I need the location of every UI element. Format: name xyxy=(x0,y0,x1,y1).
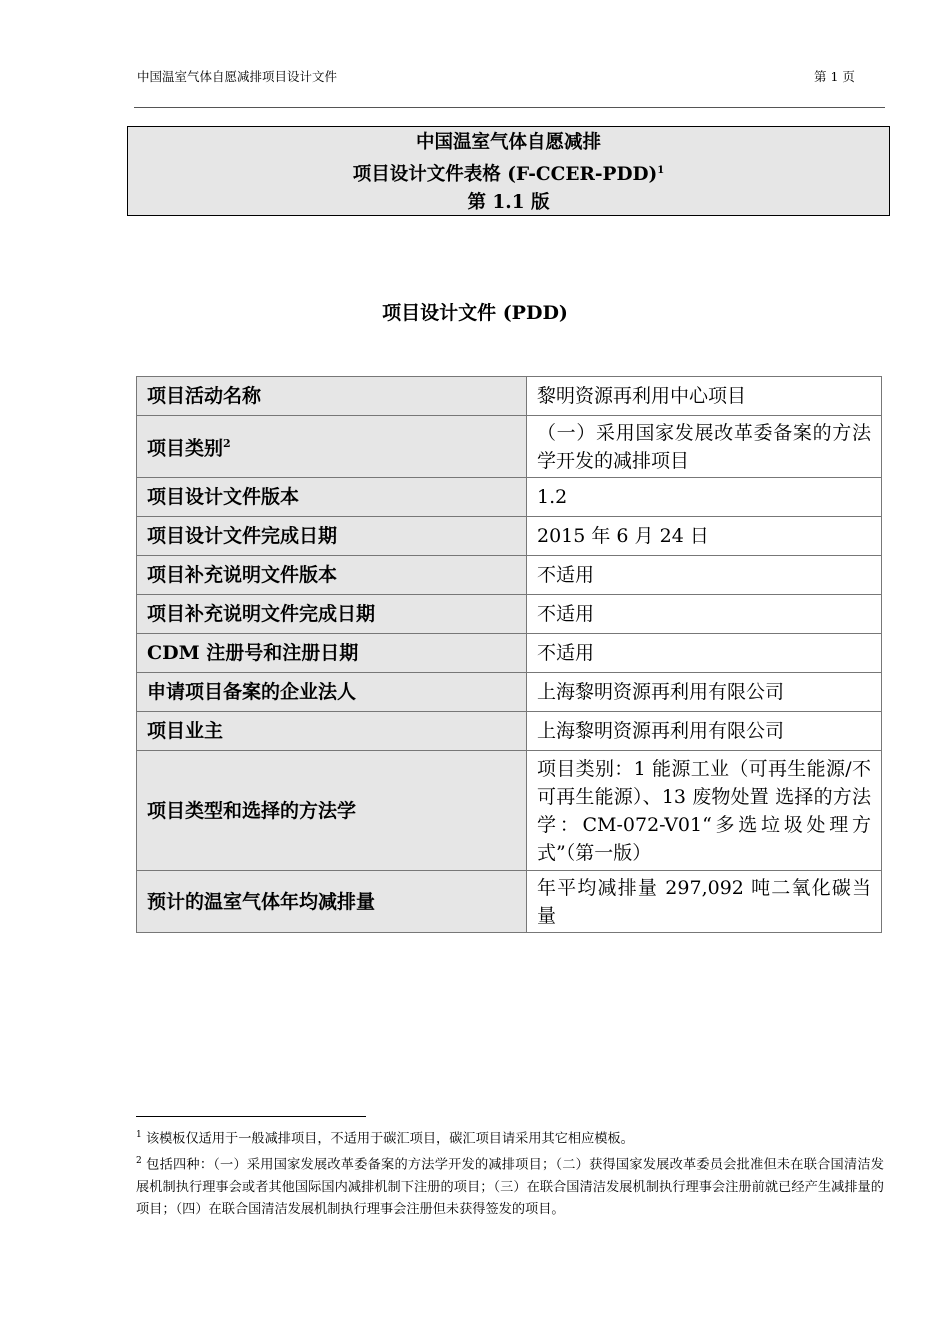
row-value: 2015 年 6 月 24 日 xyxy=(527,517,882,556)
table-row xyxy=(137,416,882,478)
running-header: 中国温室气体自愿减排项目设计文件 xyxy=(137,69,338,84)
footnote-ref[interactable]: 1 xyxy=(657,165,665,176)
page-number: 第 1 页 xyxy=(814,69,855,84)
footnotes xyxy=(136,1124,884,1221)
table-row xyxy=(137,478,882,517)
form-title-line2-text: 项目设计文件表格 (F-CCER-PDD) xyxy=(352,164,658,186)
row-label: 申请项目备案的企业法人 xyxy=(137,673,527,712)
footnote-text: 该模板仅适用于一般减排项目，不适用于碳汇项目，碳汇项目请采用其它相应模板。 xyxy=(145,1131,634,1147)
footnote-number: 2 xyxy=(136,1156,142,1167)
row-label: 项目设计文件版本 xyxy=(137,478,527,517)
row-label: CDM 注册号和注册日期 xyxy=(137,634,527,673)
row-label: 项目业主 xyxy=(137,712,527,751)
row-value: 不适用 xyxy=(527,634,882,673)
row-label: 项目补充说明文件完成日期 xyxy=(137,595,527,634)
row-label xyxy=(137,416,527,478)
row-value: 上海黎明资源再利用有限公司 xyxy=(527,673,882,712)
footnote xyxy=(136,1150,884,1220)
row-value: 项目类别：1 能源工业（可再生能源/不可再生能源）、13 废物处置 选择的方法学：CM-072-V01“多选垃圾处理方式”（第一版） xyxy=(527,751,882,871)
footnote-ref[interactable]: 2 xyxy=(223,437,231,451)
header-rule xyxy=(134,107,885,108)
table-row xyxy=(137,377,882,416)
row-label: 项目设计文件完成日期 xyxy=(137,517,527,556)
row-value: 上海黎明资源再利用有限公司 xyxy=(527,712,882,751)
project-info-table xyxy=(136,376,882,933)
table-row xyxy=(137,751,882,871)
row-value: 黎明资源再利用中心项目 xyxy=(527,377,882,416)
form-title-box xyxy=(127,126,890,216)
table-row xyxy=(137,673,882,712)
row-value: 不适用 xyxy=(527,595,882,634)
table-row xyxy=(137,517,882,556)
row-label: 预计的温室气体年均减排量 xyxy=(137,871,527,933)
table-row xyxy=(137,712,882,751)
footnote-number: 1 xyxy=(136,1130,142,1140)
row-label-text: 项目类别 xyxy=(147,437,224,460)
table-row xyxy=(137,871,882,933)
form-title-line1: 中国温室气体自愿减排 xyxy=(415,132,601,153)
row-value: （一）采用国家发展改革委备案的方法学开发的减排项目 xyxy=(527,416,882,478)
row-label: 项目补充说明文件版本 xyxy=(137,556,527,595)
form-version: 第 1.1 版 xyxy=(467,192,550,214)
footnote-separator xyxy=(136,1116,366,1117)
row-label: 项目类型和选择的方法学 xyxy=(137,751,527,871)
row-value: 年平均减排量 297,092 吨二氧化碳当量 xyxy=(527,871,882,933)
table-row xyxy=(137,595,882,634)
row-label: 项目活动名称 xyxy=(137,377,527,416)
table-row xyxy=(137,556,882,595)
footnote xyxy=(136,1124,884,1150)
row-value: 不适用 xyxy=(527,556,882,595)
row-value: 1.2 xyxy=(527,478,882,517)
table-row xyxy=(137,634,882,673)
document-title: 项目设计文件 (PDD) xyxy=(382,302,568,324)
footnote-text: 包括四种：（一）采用国家发展改革委备案的方法学开发的减排项目；（二）获得国家发展改革委员会批准但未在联合国清洁发展机制执行理事会或者其他国际国内减排机制下注册的项目；（三）在联合国清洁发展机制执行理事会注册前就已经产生减排量的项目；（四）在联合国清洁发展机制执行理事会注册但未获得签发的项目。 xyxy=(136,1157,884,1217)
form-title-line2 xyxy=(128,157,889,189)
